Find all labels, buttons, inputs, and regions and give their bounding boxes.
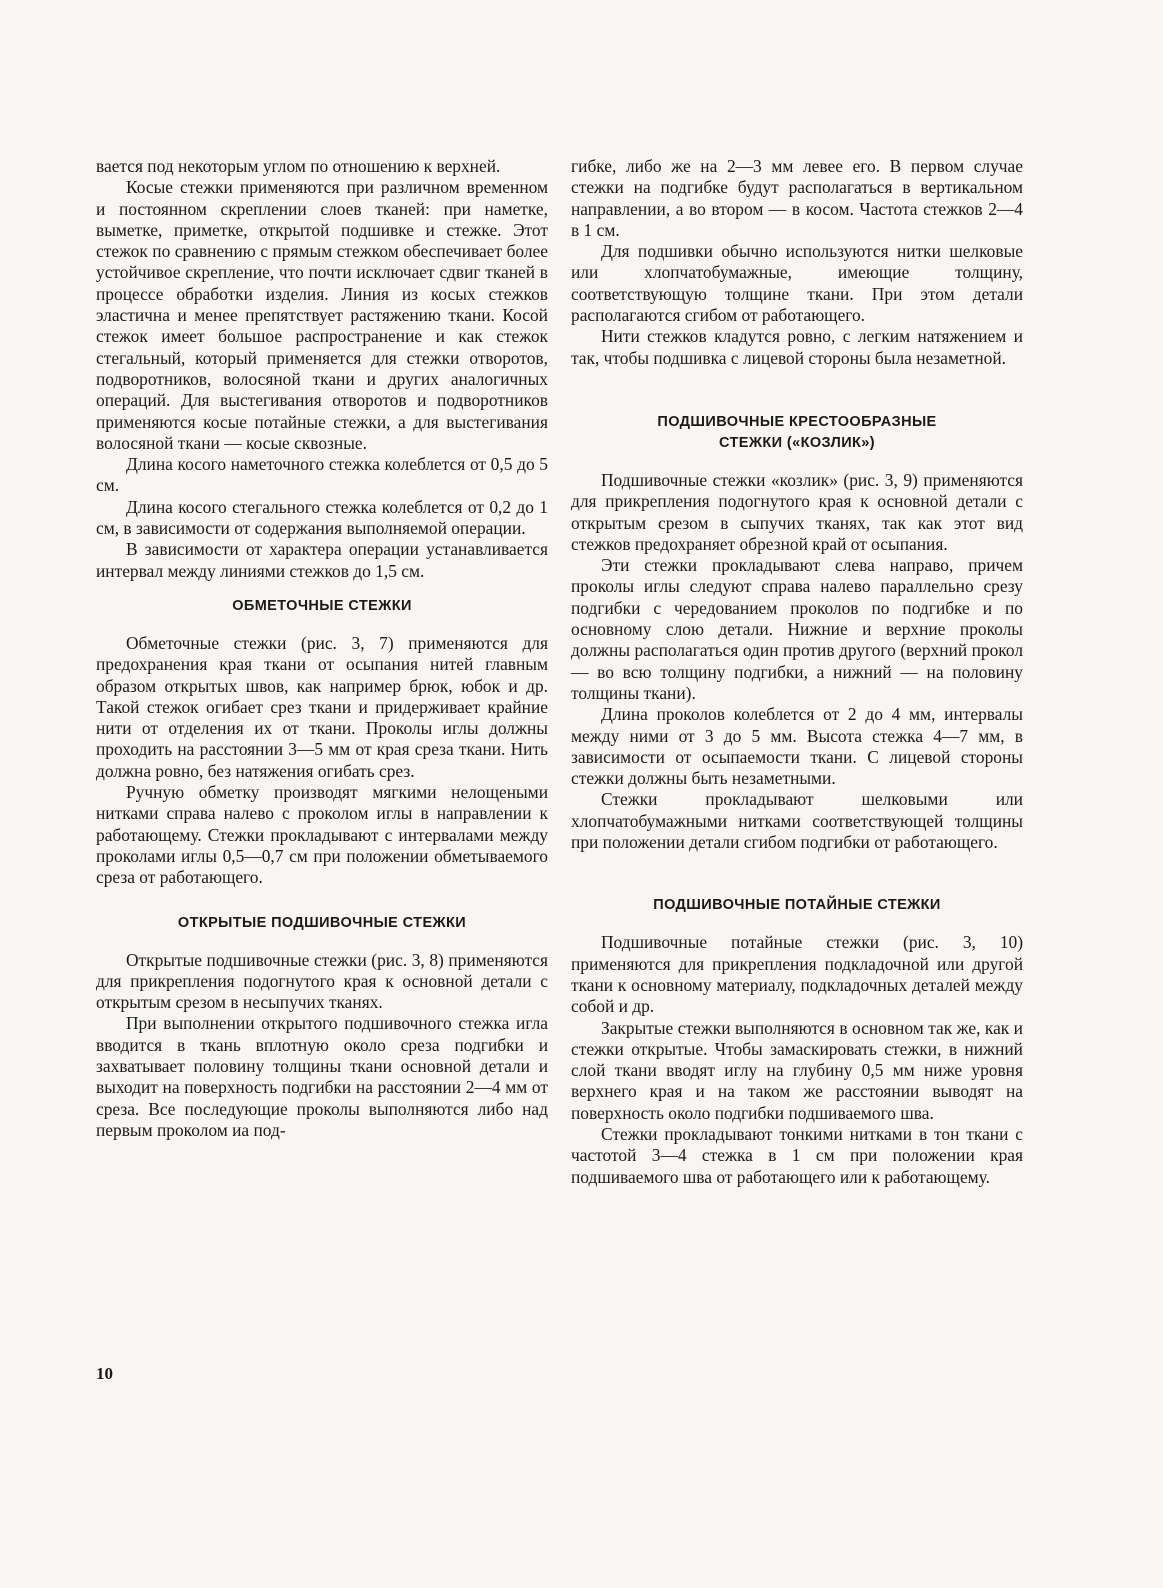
right-column — [571, 156, 1023, 1188]
paragraph-pot-2: Закрытые стежки выполняются в основном так же, как и стежки открытые. Чтобы замаскировать стежки, в нижний слой ткани вводят иглу на глубину 0,5 мм ниже уровня верхнего края и на таком же расстоянии выводят на поверхность около подгибки подшиваемого шва. — [571, 1017, 1023, 1123]
heading-obmetochnye: ОБМЕТОЧНЫЕ СТЕЖКИ — [232, 597, 412, 614]
paragraph-pot-3: Стежки прокладывают тонкими нитками в тон ткани с частотой 3—4 стежка в 1 см при положении края подшиваемого шва от работающего или к работающему. — [571, 1123, 1023, 1187]
paragraph-kosye-use: Косые стежки применяются при различном временном и постоянном скреплении слоев тканей: при наметке, выметке, приметке, открытой подшивке и стежке. Этот стежок по сравнению с прямым стежком обеспечивает более устойчивое скрепление, что почти исключает сдвиг тканей в процессе обработки изделия. Линия из косых стежков эластична и менее препятствует растяжению ткани. Косой стежок имеет большое распространение и как стежок стегальный, который применяется для стежки отворотов, подворотников, волосяной ткани и других аналогичных операций. Для выстегивания отворотов и подворотников применяются косые потайные стежки, а для выстегивания волосяной ткани — косые сквозные. — [96, 177, 548, 453]
page-number: 10 — [96, 1364, 113, 1383]
paragraph-kozlik-3: Длина проколов колеблется от 2 до 4 мм, интервалы между ними от 3 до 5 мм. Высота стежка 4—7 мм, в зависимости от осыпаемости ткани. С лицевой стороны стежки должны быть незаметными. — [571, 704, 1023, 789]
paragraph-interval: В зависимости от характера операции устанавливается интервал между линиями стежков до 1,5 см. — [96, 539, 548, 581]
paragraph-continued-left: вается под некоторым углом по отношению к верхней. — [96, 156, 501, 176]
paragraph-kozlik-2: Эти стежки прокладывают слева направо, причем проколы иглы следуют справа налево параллельно срезу подгибки с чередованием проколов по подгибке и по основному слою детали. Нижние и верхние проколы должны располагаться один против другого (верхний прокол — во всю толщину подгибки, а нижний — на половину толщины ткани). — [571, 555, 1023, 703]
paragraph-pot-1: Подшивочные потайные стежки (рис. 3, 10) применяются для прикрепления подкладочной или другой ткани к основному материалу, подкладочных деталей между собой и др. — [571, 932, 1023, 1017]
heading-kozlik-line-2: СТЕЖКИ («КОЗЛИК») — [719, 434, 875, 451]
heading-kozlik — [571, 412, 1023, 454]
paragraph-kosye-length: Длина косого наметочного стежка колеблется от 0,5 до 5 см. — [96, 454, 548, 496]
heading-otkrytye: ОТКРЫТЫЕ ПОДШИВОЧНЫЕ СТЕЖКИ — [177, 914, 467, 931]
paragraph-kosye-stegal: Длина косого стегального стежка колеблется от 0,2 до 1 см, в зависимости от содержания выполняемой операции. — [96, 496, 548, 539]
heading-potainye: ПОДШИВОЧНЫЕ ПОТАЙНЫЕ СТЕЖКИ — [653, 897, 941, 914]
paragraph-kozlik-1: Подшивочные стежки «козлик» (рис. 3, 9) применяются для прикрепления подогнутого края к основной детали с открытым срезом в сыпучих тканях, так как этот вид стежков предохраняет обрезной край от осыпания. — [571, 469, 1023, 554]
paragraph-threads: Для подшивки обычно используются нитки шелковые или хлопчатобумажные, имеющие толщину, соответствующую толщине ткани. При этом детали располагаются сгибом от работающего. — [571, 241, 1023, 326]
heading-kozlik-line-1: ПОДШИВОЧНЫЕ КРЕСТООБРАЗНЫЕ — [657, 413, 937, 430]
left-column — [96, 156, 548, 1141]
paragraph-otkr-2: При выполнении открытого подшивочного стежка игла вводится в ткань вплотную около среза подгибки и захватывает половину толщины ткани основной детали и выходит на поверхность подгибки на расстоянии 2—4 мм от среза. Все последующие проколы выполняются либо над первым проколом иа под- — [96, 1013, 548, 1140]
paragraph-obmet-1: Обметочные стежки (рис. 3, 7) применяются для предохранения края ткани от осыпания нитей главным образом открытых швов, как например брюк, юбок и др. Такой стежок огибает срез ткани и придерживает крайние нити от отделения их от ткани. Проколы иглы должны проходить на расстоянии 3—5 мм от края среза ткани. Нить должна ровно, без натяжения огибать срез. — [96, 632, 548, 781]
paragraph-kozlik-4: Стежки прокладывают шелковыми или хлопчатобумажными нитками соответствующей толщины при положении детали сгибом подгибки от работающего. — [571, 789, 1023, 853]
paragraph-continued-right: гибке, либо же на 2—3 мм левее его. В первом случае стежки на подгибке будут располагаться в вертикальном направлении, а во втором — в косом. Частота стежков 2—4 в 1 см. — [571, 156, 1023, 240]
paragraph-otkr-1: Открытые подшивочные стежки (рис. 3, 8) применяются для прикрепления подогнутого края к основной детали с открытым срезом в несыпучих тканях. — [96, 949, 548, 1013]
paragraph-obmet-2: Ручную обметку производят мягкими нелощеными нитками справа налево с проколом иглы в направлении к работающему. Стежки прокладывают с интервалами между проколами иглы 0,5—0,7 см при положении обметываемого среза от работающего. — [96, 782, 548, 888]
paragraph-tension: Нити стежков кладутся ровно, с легким натяжением и так, чтобы подшивка с лицевой стороны была незаметной. — [571, 326, 1023, 368]
